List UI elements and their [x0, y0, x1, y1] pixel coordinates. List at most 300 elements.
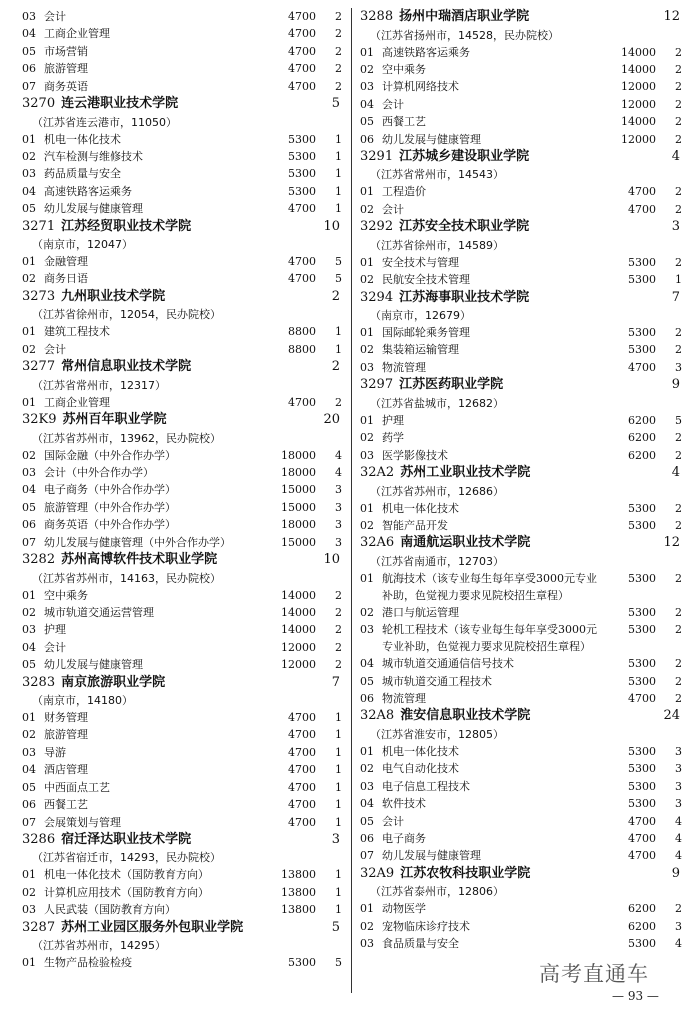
- major-row: [360, 760, 682, 777]
- major-name: 商务英语（中外合作办学）: [44, 518, 176, 532]
- tuition-fee: 5300: [628, 605, 656, 619]
- school-total-plan: 24: [663, 708, 680, 724]
- school-total-plan: 20: [323, 412, 340, 428]
- school-code: 3297: [360, 377, 394, 393]
- major-row: [360, 131, 682, 148]
- tuition-fee: 4700: [288, 62, 316, 76]
- plan-count: 1: [335, 745, 342, 759]
- school-location: （南京市，12047）: [32, 238, 133, 252]
- plan-count: 2: [675, 132, 682, 146]
- plan-count: 2: [675, 518, 682, 532]
- major-name: 幼儿发展与健康管理（中外合作办学）: [44, 535, 231, 549]
- major-code: 02: [22, 272, 36, 286]
- major-code: 04: [360, 797, 374, 811]
- major-name: 国际邮轮乘务管理: [382, 326, 470, 340]
- major-row: [22, 516, 342, 533]
- major-name: 安全技术与管理: [382, 255, 459, 269]
- major-row: [22, 587, 342, 604]
- major-code: 06: [360, 692, 374, 706]
- major-name: 幼儿发展与健康管理: [382, 849, 481, 863]
- major-row: [22, 726, 342, 743]
- plan-count: 2: [675, 97, 682, 111]
- major-name: 护理: [382, 413, 404, 427]
- plan-count: 3: [675, 360, 682, 374]
- major-name: 旅游管理: [44, 728, 88, 742]
- plan-count: 1: [335, 763, 342, 777]
- major-row: [22, 796, 342, 813]
- tuition-fee: 15000: [281, 500, 316, 514]
- major-code: 03: [360, 937, 374, 951]
- major-code: 05: [360, 115, 374, 129]
- school-header: [360, 376, 682, 395]
- major-row: [22, 866, 342, 883]
- school-location: （南京市，14180）: [32, 694, 133, 708]
- plan-count: 2: [675, 45, 682, 59]
- tuition-fee: 6200: [628, 919, 656, 933]
- plan-count: 2: [675, 605, 682, 619]
- major-row: [360, 44, 682, 61]
- major-row: [360, 935, 682, 952]
- school-header: [22, 288, 342, 307]
- major-row: [22, 499, 342, 516]
- major-row: [22, 481, 342, 498]
- tuition-fee: 5300: [288, 167, 316, 181]
- major-code: 03: [22, 167, 36, 181]
- school-header: [22, 411, 342, 430]
- major-name: 机电一体化技术（国防教育方向）: [44, 868, 209, 882]
- major-name: 计算机网络技术: [382, 80, 459, 94]
- school-total-plan: 3: [671, 219, 680, 235]
- plan-count: 2: [335, 658, 342, 672]
- tuition-fee: 5300: [628, 326, 656, 340]
- major-name: 会计: [382, 202, 404, 216]
- tuition-fee: 14000: [281, 588, 316, 602]
- plan-count: 2: [675, 902, 682, 916]
- major-name: 酒店管理: [44, 763, 88, 777]
- major-name: 机电一体化技术: [382, 744, 459, 758]
- plan-count: 2: [675, 448, 682, 462]
- major-code: 01: [22, 868, 36, 882]
- tuition-fee: 14000: [621, 45, 656, 59]
- school-name: 江苏医药职业学院: [399, 377, 504, 393]
- tuition-fee: 5300: [628, 779, 656, 793]
- major-name: 物流管理: [382, 360, 426, 374]
- major-row: [22, 253, 342, 270]
- page-number: — 93 —: [612, 989, 659, 1003]
- major-row: [22, 761, 342, 778]
- school-location: （江苏省常州市，12317）: [32, 378, 166, 392]
- school-name: 九州职业技术学院: [61, 288, 166, 304]
- major-row: [22, 148, 342, 165]
- school-code: 3282: [22, 552, 56, 568]
- school-total-plan: 9: [671, 865, 680, 881]
- tuition-fee: 4700: [288, 272, 316, 286]
- school-code: 3271: [22, 218, 56, 234]
- school-location: （江苏省扬州市，14528，民办院校）: [370, 28, 559, 42]
- major-name: 城市轨道交通工程技术: [382, 674, 492, 688]
- school-code: 3294: [360, 289, 394, 305]
- plan-count: 2: [675, 62, 682, 76]
- tuition-fee: 4700: [628, 831, 656, 845]
- major-code: 07: [22, 535, 36, 549]
- major-row: [22, 8, 342, 25]
- school-header: [360, 464, 682, 483]
- school-total-plan: 5: [331, 96, 340, 112]
- major-name: 会计: [382, 814, 404, 828]
- school-location: （江苏省徐州市，12054，民办院校）: [32, 308, 221, 322]
- major-name: 会计: [44, 342, 66, 356]
- major-code: 05: [22, 780, 36, 794]
- plan-count: 5: [335, 272, 342, 286]
- major-code: 07: [360, 849, 374, 863]
- school-total-plan: 4: [671, 148, 680, 164]
- major-code: 06: [22, 62, 36, 76]
- school-total-plan: 12: [663, 9, 680, 24]
- plan-count: 2: [335, 588, 342, 602]
- major-code: 01: [360, 744, 374, 758]
- school-location: （江苏省苏州市，14163，民办院校）: [32, 571, 221, 585]
- major-name: 药品质量与安全: [44, 167, 121, 181]
- major-code: 07: [22, 79, 36, 93]
- school-location: （江苏省淮安市，12805）: [370, 727, 504, 741]
- major-code: 02: [360, 605, 374, 619]
- school-location: （江苏省徐州市，14589）: [370, 238, 504, 252]
- tuition-fee: 6200: [628, 902, 656, 916]
- school-code: 3277: [22, 359, 56, 375]
- major-code: 05: [22, 658, 36, 672]
- plan-count: 3: [335, 500, 342, 514]
- school-total-plan: 5: [331, 919, 340, 935]
- tuition-fee: 5300: [628, 674, 656, 688]
- right-column: [360, 8, 682, 953]
- tuition-fee: 4700: [288, 44, 316, 58]
- tuition-fee: 4700: [628, 849, 656, 863]
- major-row: [22, 43, 342, 60]
- school-name: 淮安信息职业技术学院: [400, 708, 531, 724]
- plan-count: 1: [335, 728, 342, 742]
- major-code: 01: [360, 571, 374, 585]
- school-total-plan: 4: [671, 465, 680, 480]
- school-header: [22, 919, 342, 938]
- plan-count: 3: [675, 919, 682, 933]
- major-name: 动物医学: [382, 902, 426, 916]
- major-name: 电子信息工程技术: [382, 779, 470, 793]
- tuition-fee: 5300: [628, 937, 656, 951]
- major-row: [22, 656, 342, 673]
- plan-count: 2: [675, 115, 682, 129]
- plan-count: 2: [675, 692, 682, 706]
- school-header: [22, 551, 342, 570]
- major-name: 幼儿发展与健康管理: [382, 132, 481, 146]
- plan-count: 2: [675, 571, 682, 585]
- school-location: （江苏省泰州市，12806）: [370, 885, 504, 899]
- major-row: [22, 394, 342, 411]
- major-name: 幼儿发展与健康管理: [44, 658, 143, 672]
- tuition-fee: 4700: [288, 79, 316, 93]
- plan-count: 1: [335, 132, 342, 146]
- major-code: 01: [360, 185, 374, 199]
- tuition-fee: 4700: [628, 692, 656, 706]
- school-name: 苏州工业园区服务外包职业学院: [61, 919, 244, 935]
- major-code: 05: [360, 674, 374, 688]
- major-row: [360, 673, 682, 690]
- major-row: [360, 271, 682, 288]
- major-name: 市场营销: [44, 44, 88, 58]
- major-name: 会展策划与管理: [44, 815, 121, 829]
- major-row: [22, 814, 342, 831]
- major-row: [360, 604, 682, 621]
- major-name: 物流管理: [382, 692, 426, 706]
- plan-count: 2: [675, 501, 682, 515]
- school-header: [22, 95, 342, 114]
- major-name: 电气自动化技术: [382, 762, 459, 776]
- school-code: 3270: [22, 96, 56, 112]
- major-name: 生物产品检验检疫: [44, 956, 132, 970]
- plan-count: 1: [335, 868, 342, 882]
- plan-count: 2: [335, 27, 342, 41]
- major-name: 城市轨道交通通信信号技术: [382, 657, 514, 671]
- plan-count: 1: [335, 184, 342, 198]
- major-row: [22, 709, 342, 726]
- major-row: [22, 884, 342, 901]
- school-name: 江苏经贸职业技术学院: [61, 218, 192, 234]
- tuition-fee: 5300: [628, 657, 656, 671]
- major-name: 药学: [382, 431, 404, 445]
- major-name: 机电一体化技术: [382, 501, 459, 515]
- school-name: 苏州工业职业技术学院: [400, 465, 531, 480]
- major-name: 集装箱运输管理: [382, 343, 459, 357]
- tuition-fee: 4700: [628, 185, 656, 199]
- major-row: [360, 447, 682, 464]
- school-header: [22, 358, 342, 377]
- major-code: 07: [22, 815, 36, 829]
- plan-count: 1: [335, 342, 342, 356]
- major-row: [360, 500, 682, 517]
- major-row: [360, 341, 682, 358]
- major-code: 03: [22, 10, 36, 23]
- plan-count: 2: [675, 80, 682, 94]
- tuition-fee: 4700: [288, 27, 316, 41]
- major-name: 轮机工程技术（该专业每生每年享受3000元专业补助，色觉视力要求见院校招生章程）: [382, 623, 597, 654]
- major-row: [360, 655, 682, 672]
- plan-count: 2: [675, 326, 682, 340]
- school-location: （江苏省宿迁市，14293，民办院校）: [32, 851, 221, 865]
- plan-count: 4: [675, 937, 682, 951]
- school-name: 江苏海事职业技术学院: [399, 289, 530, 305]
- major-name: 空中乘务: [382, 62, 426, 76]
- plan-count: 4: [675, 849, 682, 863]
- major-code: 02: [22, 149, 36, 163]
- major-row: [360, 795, 682, 812]
- school-total-plan: 2: [331, 359, 340, 375]
- school-name: 江苏城乡建设职业学院: [399, 148, 530, 164]
- major-name: 工商企业管理: [44, 27, 110, 41]
- major-code: 05: [360, 814, 374, 828]
- plan-count: 2: [675, 255, 682, 269]
- major-row: [360, 517, 682, 534]
- plan-count: 2: [335, 395, 342, 409]
- major-row: [360, 254, 682, 271]
- school-location: （江苏省盐城市，12682）: [370, 396, 504, 410]
- major-code: 03: [22, 466, 36, 479]
- school-name: 扬州中瑞酒店职业学院: [399, 9, 530, 24]
- school-code: 3291: [360, 148, 394, 164]
- major-name: 旅游管理（中外合作办学）: [44, 500, 176, 514]
- school-code: 3288: [360, 9, 394, 24]
- major-name: 港口与航运管理: [382, 605, 459, 619]
- tuition-fee: 12000: [621, 97, 656, 111]
- major-name: 汽车检测与维修技术: [44, 149, 143, 163]
- major-row: [22, 621, 342, 638]
- plan-count: 3: [675, 762, 682, 776]
- plan-count: 2: [335, 62, 342, 76]
- major-row: [360, 918, 682, 935]
- tuition-fee: 4700: [288, 711, 316, 725]
- major-code: 03: [22, 745, 36, 759]
- school-code: 3287: [22, 919, 56, 935]
- major-code: 02: [22, 605, 36, 619]
- watermark-logo: 高考直通车: [539, 962, 649, 986]
- plan-count: 1: [335, 167, 342, 181]
- major-code: 02: [22, 728, 36, 742]
- major-code: 03: [360, 779, 374, 793]
- tuition-fee: 12000: [621, 80, 656, 94]
- plan-count: 1: [335, 711, 342, 725]
- school-location: （江苏省南通市，12703）: [370, 554, 504, 568]
- tuition-fee: 6200: [628, 448, 656, 462]
- major-row: [22, 200, 342, 217]
- major-code: 04: [360, 657, 374, 671]
- tuition-fee: 4700: [628, 814, 656, 828]
- tuition-fee: 18000: [281, 518, 316, 532]
- major-name: 西餐工艺: [44, 798, 88, 812]
- plan-count: 3: [335, 483, 342, 497]
- major-row: [360, 201, 682, 218]
- major-code: 04: [360, 97, 374, 111]
- school-header: [360, 289, 682, 308]
- tuition-fee: 12000: [281, 658, 316, 672]
- plan-count: 2: [335, 10, 342, 23]
- school-location: （江苏省苏州市，14295）: [32, 939, 166, 953]
- plan-count: 4: [675, 814, 682, 828]
- tuition-fee: 12000: [621, 132, 656, 146]
- major-code: 01: [360, 255, 374, 269]
- school-location: （江苏省连云港市，11050）: [32, 115, 177, 129]
- major-code: 01: [360, 413, 374, 427]
- major-name: 空中乘务: [44, 588, 88, 602]
- major-name: 人民武装（国防教育方向）: [44, 903, 176, 917]
- major-code: 02: [360, 919, 374, 933]
- major-name: 护理: [44, 623, 66, 637]
- major-name: 高速铁路客运乘务: [382, 45, 470, 59]
- school-name: 江苏安全技术职业学院: [399, 219, 530, 235]
- tuition-fee: 4700: [288, 255, 316, 269]
- tuition-fee: 6200: [628, 413, 656, 427]
- major-row: [360, 621, 682, 655]
- school-name: 南通航运职业技术学院: [400, 535, 531, 551]
- school-name: 苏州百年职业学院: [62, 412, 167, 428]
- major-code: 01: [22, 132, 36, 146]
- tuition-fee: 5300: [288, 132, 316, 146]
- tuition-fee: 4700: [288, 395, 316, 409]
- school-name: 常州信息职业技术学院: [61, 359, 192, 375]
- plan-count: 1: [675, 273, 682, 287]
- plan-count: 5: [335, 255, 342, 269]
- major-name: 旅游管理: [44, 62, 88, 76]
- plan-count: 2: [335, 640, 342, 654]
- plan-count: 1: [335, 149, 342, 163]
- major-code: 04: [22, 184, 36, 198]
- major-row: [22, 165, 342, 182]
- tuition-fee: 6200: [628, 431, 656, 445]
- school-location: （江苏省苏州市，12686）: [370, 484, 504, 498]
- major-code: 03: [22, 623, 36, 637]
- major-name: 工程造价: [382, 185, 426, 199]
- school-total-plan: 12: [663, 535, 680, 551]
- plan-count: 4: [675, 831, 682, 845]
- major-name: 会计: [44, 10, 66, 23]
- school-total-plan: 9: [671, 377, 680, 393]
- school-location: （江苏省苏州市，13962，民办院校）: [32, 431, 221, 445]
- major-name: 财务管理: [44, 711, 88, 725]
- major-name: 航海技术（该专业每生每年享受3000元专业补助，色觉视力要求见院校招生章程）: [382, 571, 597, 602]
- major-name: 高速铁路客运乘务: [44, 184, 132, 198]
- plan-count: 2: [675, 185, 682, 199]
- major-name: 宠物临床诊疗技术: [382, 919, 470, 933]
- tuition-fee: 18000: [281, 466, 316, 479]
- major-code: 01: [22, 588, 36, 602]
- school-header: [360, 707, 682, 726]
- major-row: [360, 690, 682, 707]
- plan-count: 1: [335, 885, 342, 899]
- major-name: 会计: [44, 640, 66, 654]
- tuition-fee: 8800: [288, 325, 316, 339]
- tuition-fee: 4700: [288, 728, 316, 742]
- major-row: [360, 830, 682, 847]
- school-name: 苏州高博软件技术职业学院: [61, 552, 218, 568]
- tuition-fee: 4700: [288, 780, 316, 794]
- tuition-fee: 13800: [281, 903, 316, 917]
- tuition-fee: 5300: [288, 956, 316, 970]
- tuition-fee: 5300: [628, 571, 656, 585]
- tuition-fee: 13800: [281, 885, 316, 899]
- major-row: [22, 744, 342, 761]
- tuition-fee: 15000: [281, 535, 316, 549]
- major-name: 民航安全技术管理: [382, 273, 470, 287]
- major-code: 02: [360, 273, 374, 287]
- major-code: 03: [360, 623, 374, 637]
- tuition-fee: 5300: [628, 501, 656, 515]
- major-code: 01: [22, 711, 36, 725]
- major-row: [22, 270, 342, 287]
- major-name: 食品质量与安全: [382, 937, 459, 951]
- major-name: 中西面点工艺: [44, 780, 110, 794]
- school-code: 32K9: [22, 412, 57, 428]
- major-name: 电子商务（中外合作办学）: [44, 483, 176, 497]
- major-row: [22, 639, 342, 656]
- major-row: [22, 25, 342, 42]
- major-row: [360, 743, 682, 760]
- major-row: [22, 901, 342, 918]
- tuition-fee: 4700: [288, 202, 316, 216]
- tuition-fee: 15000: [281, 483, 316, 497]
- column-divider: [351, 8, 352, 993]
- tuition-fee: 4700: [288, 745, 316, 759]
- left-column: [22, 8, 342, 972]
- tuition-fee: 5300: [628, 797, 656, 811]
- school-code: 3292: [360, 219, 394, 235]
- major-row: [360, 429, 682, 446]
